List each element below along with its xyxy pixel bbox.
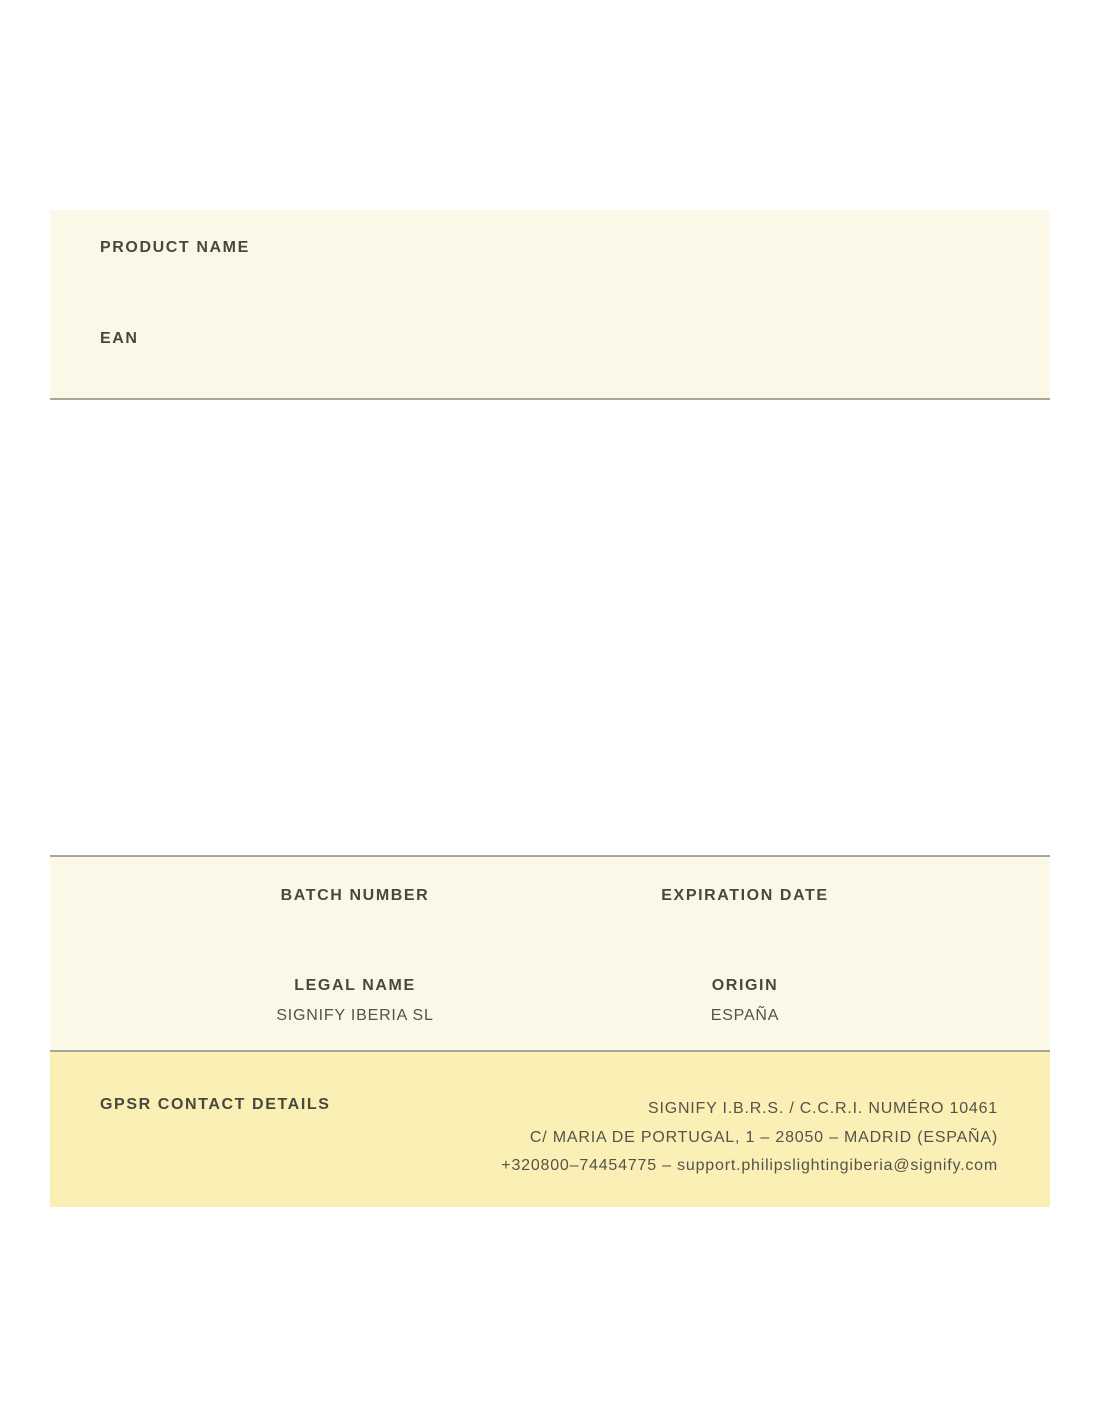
gpsr-contact-block (501, 1095, 998, 1181)
product-name-field (100, 238, 1000, 329)
gpsr-contact-line-address: C/ MARIA DE PORTUGAL, 1 – 28050 – MADRID (ESPAÑA) (529, 1128, 998, 1146)
gpsr-contact-details-label: GPSR CONTACT DETAILS (100, 1096, 331, 1113)
batch-expiration-row (160, 886, 940, 976)
product-name-label: PRODUCT NAME (100, 239, 250, 256)
ean-value (100, 358, 1000, 378)
origin-label: ORIGIN (711, 977, 779, 994)
batch-legal-panel (50, 855, 1050, 1052)
legal-name-value: SIGNIFY IBERIA SL (276, 1007, 434, 1024)
batch-number-label: BATCH NUMBER (280, 887, 430, 904)
legal-origin-row (160, 976, 940, 1026)
batch-number-value (160, 916, 550, 936)
expiration-date-value (550, 916, 940, 936)
product-identity-panel (50, 210, 1050, 400)
ean-field (100, 329, 1000, 420)
product-name-value (100, 267, 1000, 287)
legal-name-field (160, 976, 550, 1026)
origin-value: ESPAÑA (710, 1007, 780, 1024)
expiration-date-field (550, 886, 940, 976)
gpsr-contact-line-company: SIGNIFY I.B.R.S. / C.C.R.I. NUMÉRO 10461 (647, 1100, 998, 1117)
ean-label: EAN (100, 330, 139, 347)
expiration-date-label: EXPIRATION DATE (661, 887, 829, 904)
gpsr-contact-line-phone-email: +320800–74454775 – support.philipslightingiberia@signify.com (501, 1157, 998, 1175)
origin-field (550, 976, 940, 1026)
gpsr-contact-panel (50, 1052, 1050, 1207)
batch-number-field (160, 886, 550, 976)
legal-name-label: LEGAL NAME (294, 977, 416, 994)
